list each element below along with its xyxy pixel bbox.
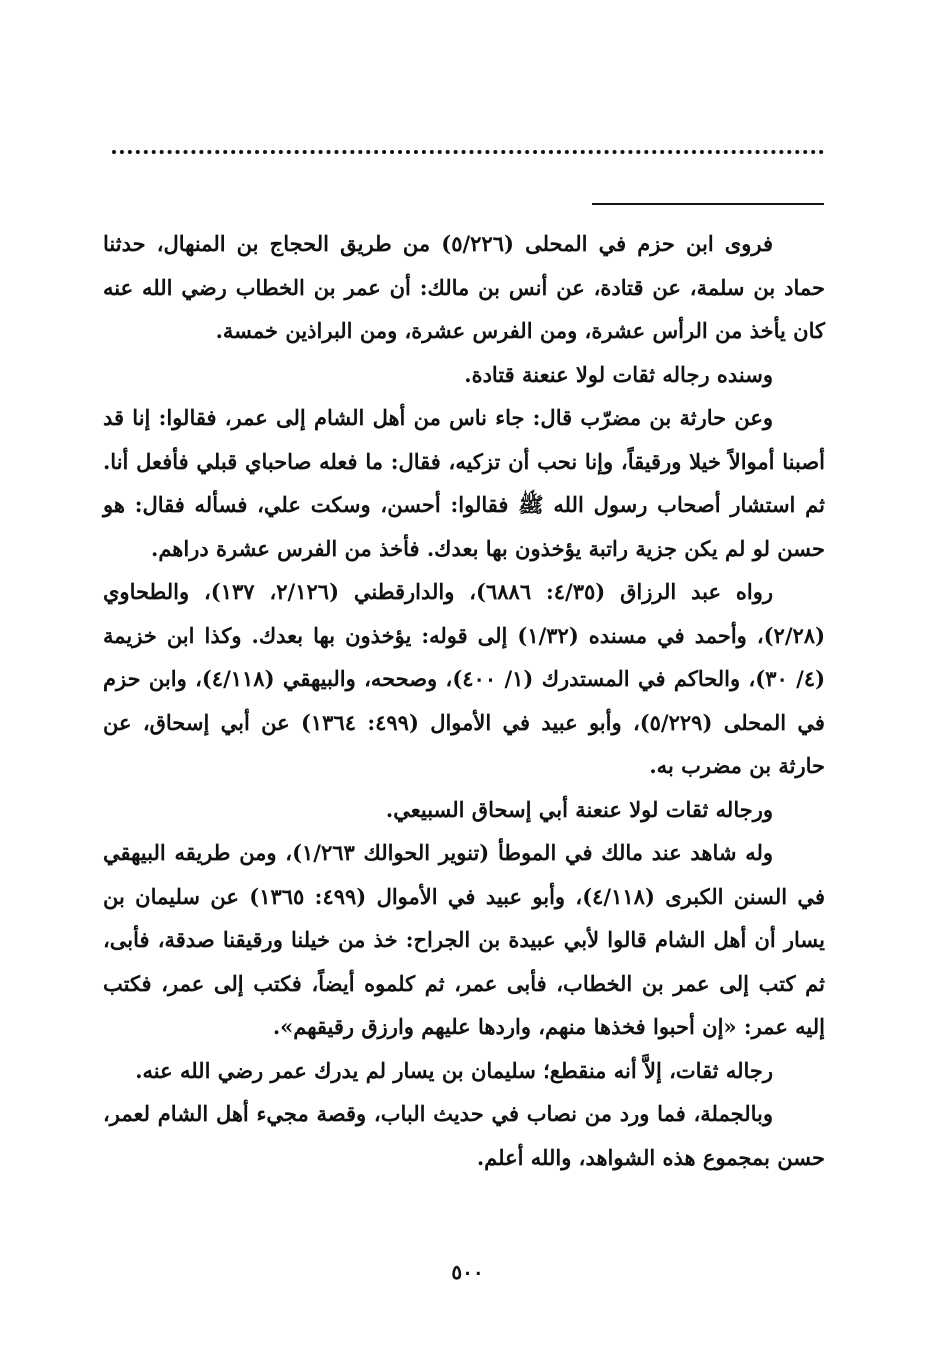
paragraph-6: وله شاهد عند مالك في الموطأ (تنوير الحوالك ١/٢٦٣)، ومن طريقه البيهقي في السنن الكبرى (٤/١١٨)، وأبو عبيد في الأموال (٤٩٩: ١٣٦٥) عن سليمان بن يسار أن أهل الشام قالوا لأبي عبيدة بن الجراح: خذ من خيلنا ورقيقنا صدقة، فأبى، ثم كتب إلى عمر بن الخطاب، فأبى عمر، ثم كلموه أيضاً، فكتب إلى عمر، فكتب إليه عمر: «إن أحبوا فخذها منهم، واردها عليهم وارزق رقيقهم». — [103, 840, 825, 1039]
paragraph-4: رواه عبد الرزاق (٤/٣٥: ٦٨٨٦)، والدارقطني (٢/١٢٦، ١٣٧)، والطحاوي (٢/٢٨)، وأحمد في مسنده (١/٣٢) إلى قوله: يؤخذون بها بعدك. وكذا ابن خزيمة (٤/ ٣٠)، والحاكم في المستدرك (١/ ٤٠٠)، وصححه، والبيهقي (٤/١١٨)، وابن حزم في المحلى (٥/٢٢٩)، وأبو عبيد في الأموال (٤٩٩: ١٣٦٤) عن أبي إسحاق، عن حارثة بن مضرب به. — [103, 579, 826, 778]
page-number: ٥٠٠ — [451, 1260, 484, 1284]
paragraph-1: فروى ابن حزم في المحلى (٥/٢٢٦) من طريق الحجاج بن المنهال، حدثنا حماد بن سلمة، عن قتادة، عن أنس بن مالك: أن عمر بن الخطاب رضي الله عنه كان يأخذ من الرأس عشرة، ومن الفرس عشرة، ومن البراذين خمسة. — [103, 231, 825, 343]
document-body — [103, 222, 825, 1179]
paragraph-3: وعن حارثة بن مضرّب قال: جاء ناس من أهل الشام إلى عمر، فقالوا: إنا قد أصبنا أموالاً خيلا ورقيقاً، وإنا نحب أن تزكيه، فقال: ما فعله صاحباي قبلي فأفعل أنا. ثم استشار أصحاب رسول الله ﷺ فقالوا: أحسن، وسكت علي، فسأله فقال: هو حسن لو لم يكن جزية راتبة يؤخذون بها بعدك. فأخذ من الفرس عشرة دراهم. — [103, 405, 825, 561]
paragraph-5: ورجاله ثقات لولا عنعنة أبي إسحاق السبيعي. — [385, 796, 773, 822]
paragraph-2: وسنده رجاله ثقات لولا عنعنة قتادة. — [464, 361, 773, 387]
paragraph-7: رجاله ثقات، إلاَّ أنه منقطع؛ سليمان بن يسار لم يدرك عمر رضي الله عنه. — [135, 1057, 773, 1083]
paragraph-8: وبالجملة، فما ورد من نصاب في حديث الباب، وقصة مجيء أهل الشام لعمر، حسن بمجموع هذه الشواهد، والله أعلم. — [103, 1101, 825, 1170]
header-dotted-rule — [112, 150, 824, 154]
section-separator-rule — [592, 203, 824, 205]
